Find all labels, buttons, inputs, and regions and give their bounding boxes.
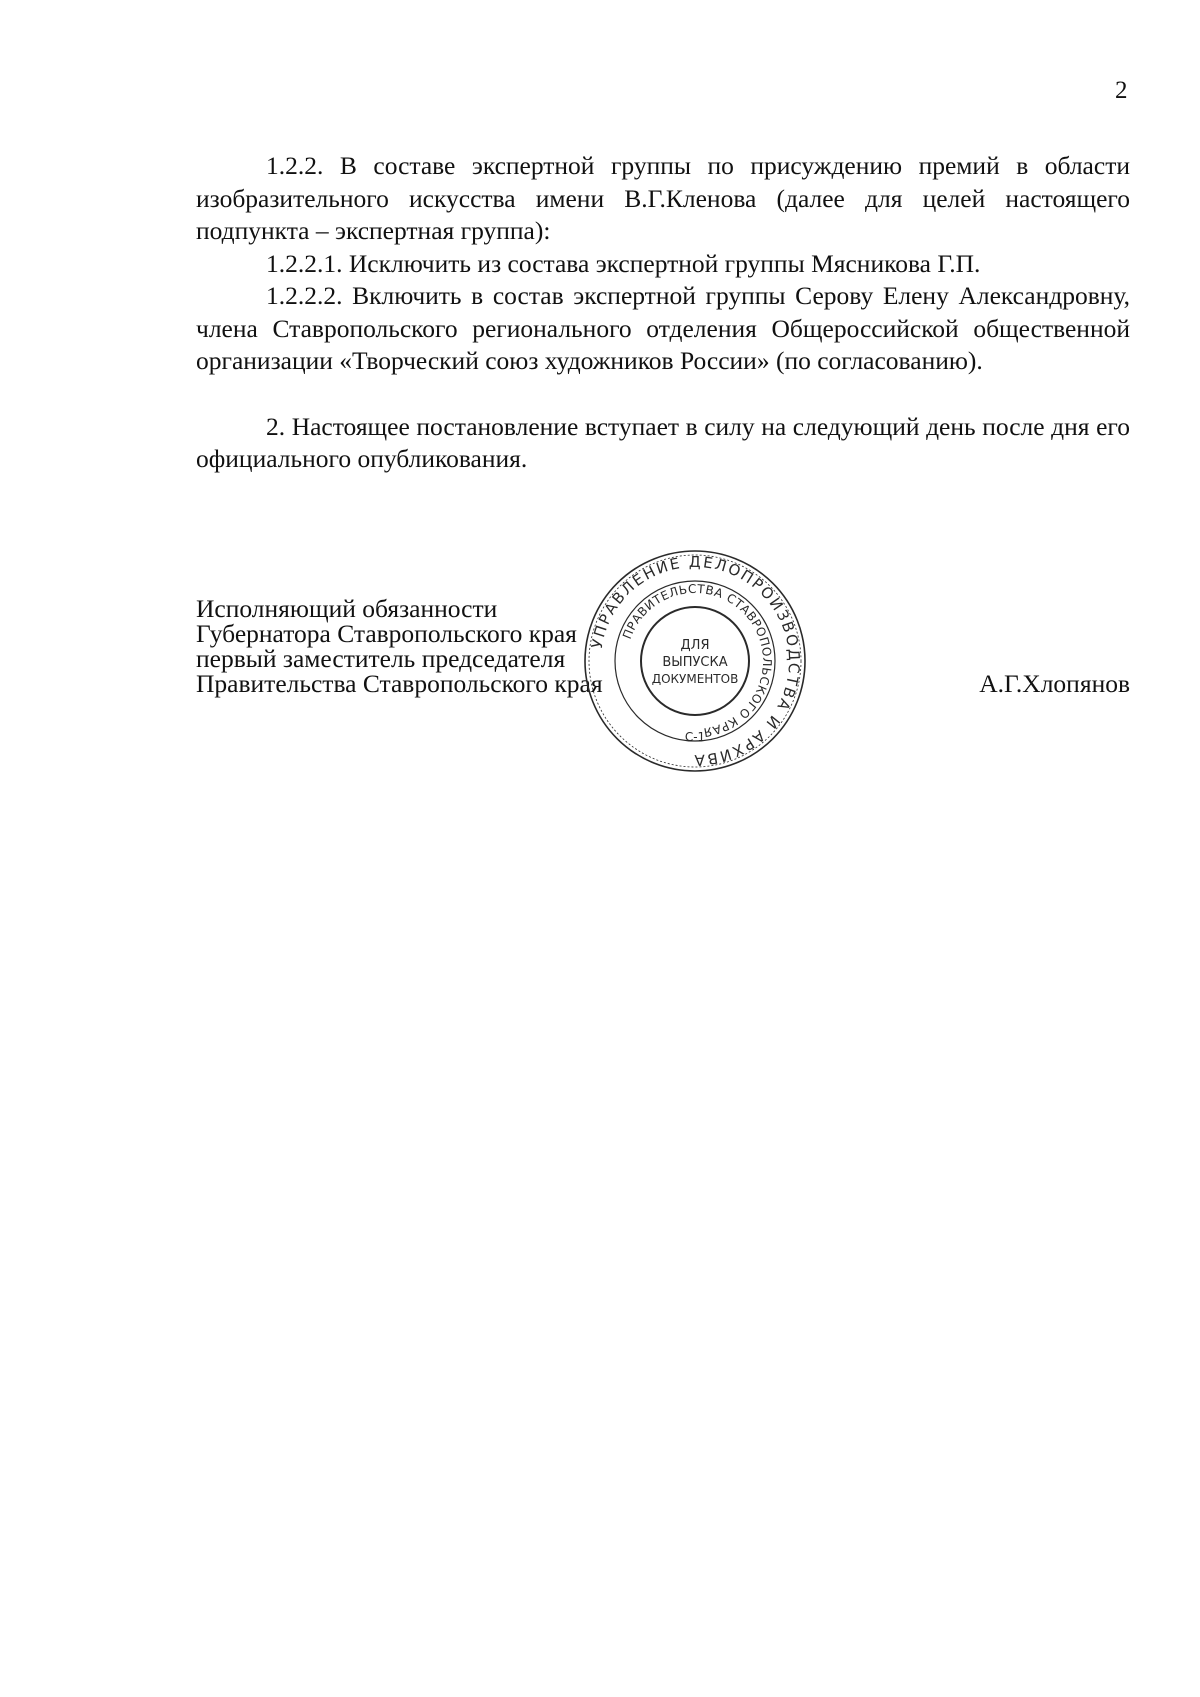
stamp-code: С-1 (684, 730, 706, 744)
official-stamp (580, 546, 810, 776)
paragraph-1-2-2-2: 1.2.2.2. Включить в состав экспертной группы Серову Елену Александровну, члена Ставропольского регионального отделения Общероссийской общественной организации «Творческий союз художников России» (по согласованию). (196, 281, 1130, 375)
signer-title-line: Правительства Ставропольского края (196, 669, 603, 698)
stamp-center-line: ДЛЯ (680, 638, 710, 653)
stamp-center-line: ВЫПУСКА (662, 655, 728, 670)
signer-name: А.Г.Хлопянов (979, 669, 1130, 698)
stamp-outer-text: УПРАВЛЕНИЕ ДЕЛОПРОИЗВОДСТВА И АРХИВА (587, 552, 804, 770)
signer-title-line: Губернатора Ставропольского края (196, 619, 577, 648)
stamp-center-line: ДОКУМЕНТОВ (651, 672, 739, 686)
paragraph-1-2-2-1: 1.2.2.1. Исключить из состава экспертной группы Мясникова Г.П. (266, 248, 981, 278)
stamp-middle-text: ПРАВИТЕЛЬСТВА СТАВРОПОЛЬСКОГО КРАЯ (619, 581, 775, 740)
paragraph-2: 2. Настоящее постановление вступает в силу на следующий день после дня его официального опубликования. (196, 411, 1130, 473)
signer-title-line: Исполняющий обязанности (196, 594, 498, 623)
signer-title-line: первый заместитель председателя (196, 644, 566, 673)
page-number: 2 (1115, 77, 1128, 104)
paragraph-1-2-2: 1.2.2. В составе экспертной группы по присуждению премий в области изобразительного искусства имени В.Г.Кленова (далее для целей настоящего подпункта – экспертная группа): (196, 151, 1130, 245)
document-body (196, 150, 1130, 476)
signature-block (196, 596, 603, 696)
